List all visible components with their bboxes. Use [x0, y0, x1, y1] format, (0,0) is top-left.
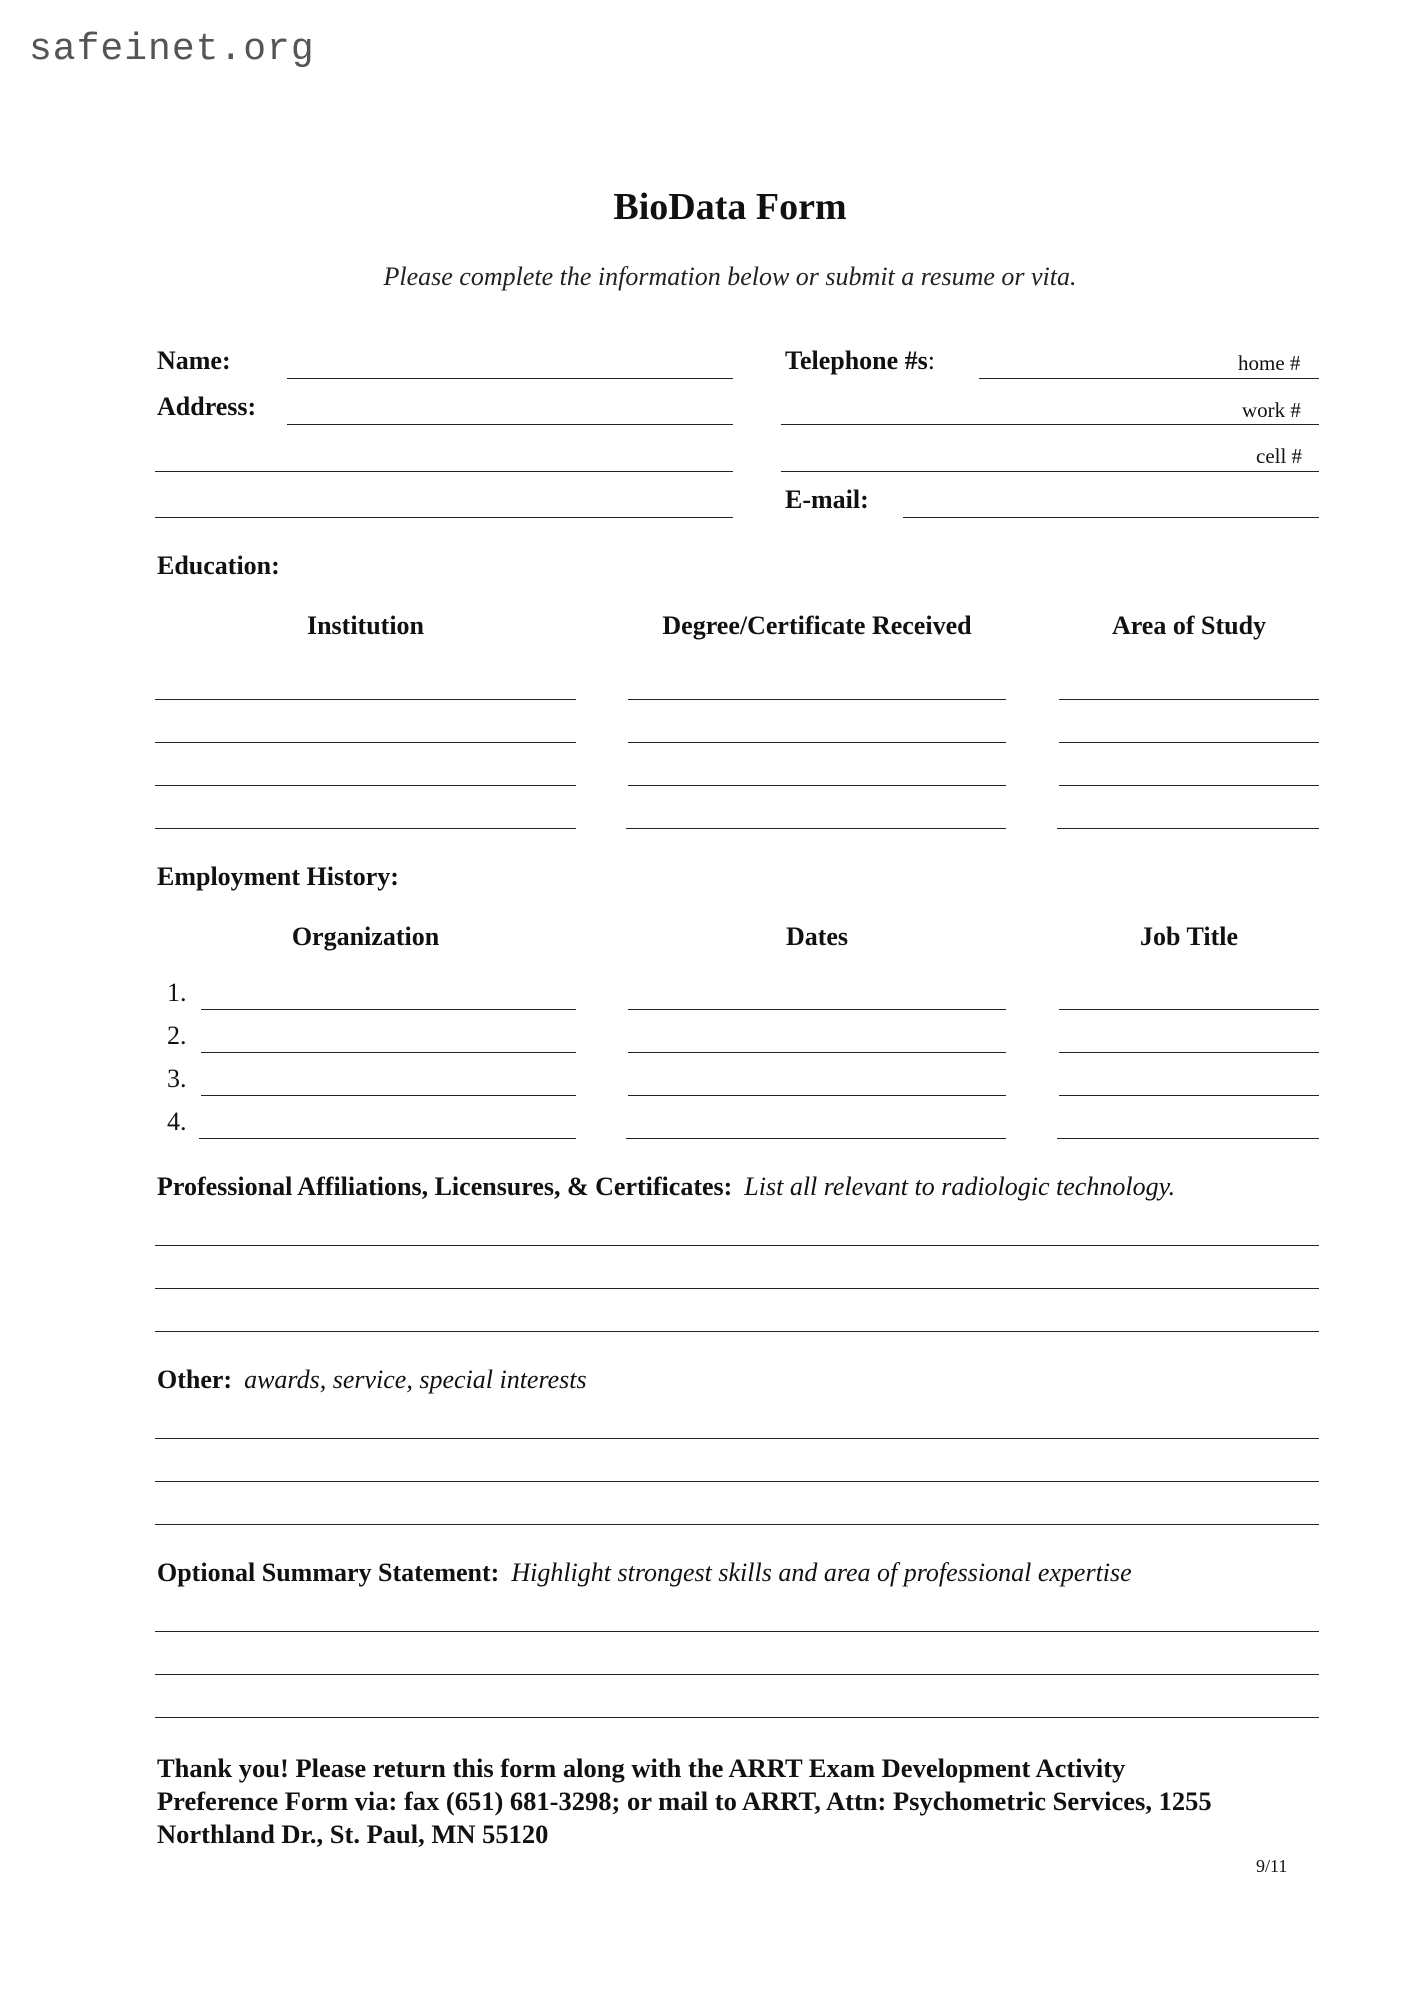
- employment-job-title-row-4[interactable]: [1057, 1138, 1319, 1139]
- name-label: Name:: [157, 346, 231, 375]
- other-field-line-1[interactable]: [155, 1438, 1319, 1439]
- summary-hint: Highlight strongest skills and area of professional expertise: [511, 1558, 1132, 1587]
- education-degree-row-2[interactable]: [628, 742, 1006, 743]
- education-col-degree: Degree/Certificate Received: [662, 611, 972, 640]
- employment-col-organization: Organization: [291, 922, 440, 951]
- employment-row-number-4: 4.: [167, 1107, 187, 1136]
- employment-col-job-title: Job Title: [1139, 922, 1238, 951]
- footer-line-1: Thank you! Please return this form along with the ARRT Exam Development Activity: [157, 1753, 1126, 1783]
- employment-organization-row-4[interactable]: [199, 1138, 576, 1139]
- email-label: E-mail:: [785, 485, 869, 514]
- telephone-colon: :: [927, 346, 936, 375]
- employment-organization-row-3[interactable]: [201, 1095, 576, 1096]
- other-label: Other:: [157, 1365, 233, 1394]
- education-area-row-1[interactable]: [1059, 699, 1319, 700]
- affiliations-field-line-2[interactable]: [155, 1288, 1319, 1289]
- footer-instructions: [157, 1752, 1337, 1851]
- education-degree-row-1[interactable]: [628, 699, 1006, 700]
- affiliations-field-line-1[interactable]: [155, 1245, 1319, 1246]
- footer-line-3: Northland Dr., St. Paul, MN 55120: [157, 1819, 549, 1849]
- work-phone-label: work #: [1242, 398, 1301, 422]
- education-institution-row-1[interactable]: [155, 699, 576, 700]
- employment-row-number-2: 2.: [167, 1021, 187, 1050]
- affiliations-field-line-3[interactable]: [155, 1331, 1319, 1332]
- education-col-institution: Institution: [306, 611, 425, 640]
- employment-dates-row-3[interactable]: [628, 1095, 1006, 1096]
- education-institution-row-4[interactable]: [155, 828, 576, 829]
- summary-field-line-3[interactable]: [155, 1717, 1319, 1718]
- education-degree-row-3[interactable]: [628, 785, 1006, 786]
- address-field-line-2[interactable]: [155, 471, 733, 472]
- employment-dates-row-2[interactable]: [628, 1052, 1006, 1053]
- employment-organization-row-1[interactable]: [201, 1009, 576, 1010]
- name-field[interactable]: [287, 378, 733, 379]
- address-field-line-3[interactable]: [155, 517, 733, 518]
- employment-organization-row-2[interactable]: [201, 1052, 576, 1053]
- education-area-row-4[interactable]: [1057, 828, 1319, 829]
- other-hint: awards, service, special interests: [244, 1365, 587, 1394]
- cell-phone-label: cell #: [1256, 444, 1303, 468]
- cell-phone-field[interactable]: [781, 471, 1319, 472]
- employment-row-number-1: 1.: [167, 978, 187, 1007]
- summary-field-line-1[interactable]: [155, 1631, 1319, 1632]
- employment-row-number-3: 3.: [167, 1064, 187, 1093]
- address-field-line-1[interactable]: [287, 424, 733, 425]
- affiliations-hint: List all relevant to radiologic technology.: [744, 1172, 1176, 1201]
- page-number: 9/11: [1256, 1856, 1288, 1876]
- employment-job-title-row-3[interactable]: [1059, 1095, 1319, 1096]
- page-subtitle: Please complete the information below or submit a resume or vita.: [383, 262, 1077, 291]
- summary-label: Optional Summary Statement:: [157, 1558, 500, 1587]
- employment-section-label: Employment History:: [157, 862, 399, 891]
- footer-line-2: Preference Form via: fax (651) 681-3298; or mail to ARRT, Attn: Psychometric Services, 1255: [157, 1786, 1212, 1816]
- email-field[interactable]: [903, 517, 1319, 518]
- telephone-label: [785, 346, 935, 376]
- education-col-area: Area of Study: [1111, 611, 1267, 640]
- affiliations-label: Professional Affiliations, Licensures, & Certificates:: [157, 1172, 733, 1201]
- home-phone-label: home #: [1238, 351, 1301, 375]
- education-degree-row-4[interactable]: [626, 828, 1006, 829]
- employment-job-title-row-2[interactable]: [1059, 1052, 1319, 1053]
- employment-job-title-row-1[interactable]: [1059, 1009, 1319, 1010]
- employment-dates-row-1[interactable]: [628, 1009, 1006, 1010]
- education-area-row-3[interactable]: [1059, 785, 1319, 786]
- other-field-line-2[interactable]: [155, 1481, 1319, 1482]
- employment-col-dates: Dates: [785, 922, 849, 951]
- education-section-label: Education:: [157, 551, 280, 580]
- affiliations-heading: [157, 1172, 1175, 1202]
- summary-heading: [157, 1558, 1132, 1588]
- summary-field-line-2[interactable]: [155, 1674, 1319, 1675]
- address-label: Address:: [157, 392, 257, 421]
- watermark-text: safeinet.org: [29, 28, 315, 71]
- home-phone-field[interactable]: [979, 378, 1319, 379]
- page-title: BioData Form: [613, 186, 847, 228]
- telephone-label-text: Telephone #s: [785, 346, 928, 375]
- education-institution-row-2[interactable]: [155, 742, 576, 743]
- work-phone-field[interactable]: [781, 424, 1319, 425]
- other-heading: [157, 1365, 587, 1395]
- other-field-line-3[interactable]: [155, 1524, 1319, 1525]
- education-area-row-2[interactable]: [1059, 742, 1319, 743]
- education-institution-row-3[interactable]: [155, 785, 576, 786]
- employment-dates-row-4[interactable]: [626, 1138, 1006, 1139]
